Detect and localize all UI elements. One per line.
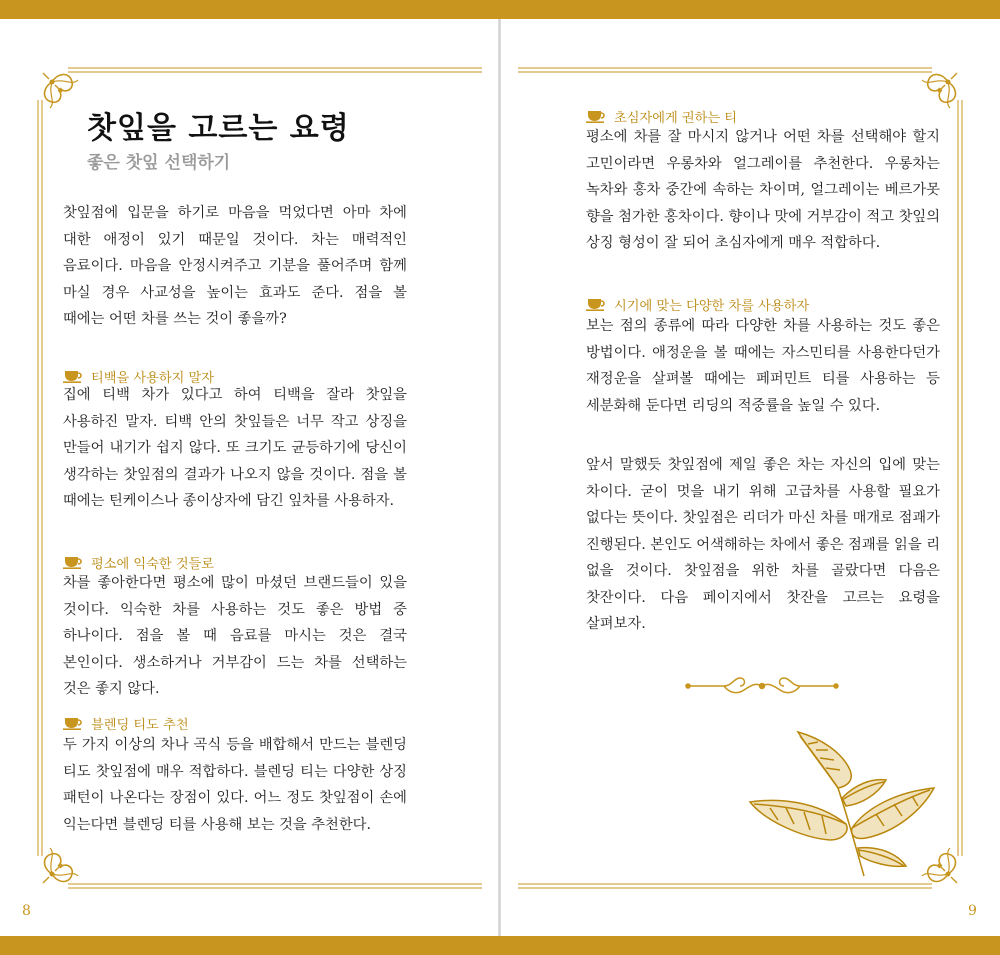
section-heading — [586, 294, 809, 314]
page-subtitle: 좋은 찻잎 선택하기 — [87, 153, 231, 173]
tea-leaf-illustration — [746, 728, 948, 878]
section-heading-text: 초심자에게 권하는 티 — [614, 110, 738, 126]
section-heading-text: 시기에 맞는 다양한 차를 사용하자 — [614, 298, 810, 314]
page-number-left: 8 — [22, 903, 31, 919]
swirl-divider-icon — [684, 672, 840, 700]
intro-paragraph: 찻잎점에 입문을 하기로 마음을 먹었다면 아마 차에 대한 애정이 있기 때문일 것이다. 차는 매력적인 음료이다. 마음을 안정시켜주고 기분을 풀어주며 함께 마실 경우 사교성을 높이는 효과도 준다. 점을 볼 때에는 어떤 차를 쓰는 것이 좋을까? — [63, 205, 407, 327]
page-number-right: 9 — [968, 903, 977, 919]
section-body: 보는 점의 종류에 따라 다양한 차를 사용하는 것도 좋은 방법이다. 애정운을 볼 때에는 자스민티를 사용한다던가 재정운을 살펴볼 때에는 페퍼민트 티를 사용하는 등 세분화해 둔다면 리딩의 적중률을 높일 수 있다. — [586, 318, 940, 414]
section-body: 차를 좋아한다면 평소에 많이 마셨던 브랜드들이 있을 것이다. 익숙한 차를 사용하는 것도 좋은 방법 중 하나이다. 점을 볼 때 음료를 마시는 것은 결국 본인이다. 생소하거나 거부감이 드는 차를 선택하는 것은 좋지 않다. — [63, 575, 407, 697]
section-body: 집에 티백 차가 있다고 하여 티백을 잘라 찻잎을 사용하진 말자. 티백 안의 찻잎들은 너무 작고 상징을 만들어 내기가 쉽지 않다. 또 크기도 균등하기에 당신이 생각하는 찻잎점의 결과가 나오지 않을 것이다. 점을 볼 때에는 틴케이스나 종이상자에 담긴 잎차를 사용하자. — [63, 387, 407, 509]
section-heading-text: 티백을 사용하지 말자 — [91, 370, 215, 386]
section-heading — [586, 106, 737, 126]
teacup-icon — [63, 555, 85, 569]
section-body: 평소에 차를 잘 마시지 않거나 어떤 차를 선택해야 할지 고민이라면 우롱차와 얼그레이를 추천한다. 우롱차는 녹차와 홍차 중간에 속하는 차이며, 얼그레이는 베르가못 향을 첨가한 홍차이다. 향이나 맛에 거부감이 적고 찻잎의 상징 형성이 잘 되어 초심자에게 매우 적합하다. — [586, 129, 941, 251]
teacup-icon — [63, 716, 85, 730]
section-body: 두 가지 이상의 차나 곡식 등을 배합해서 만드는 블렌딩 티도 찻잎점에 매우 적합하다. 블렌딩 티는 다양한 상징 패턴이 나온다는 장점이 있다. 어느 정도 찻잎점이 손에 익는다면 블렌딩 티를 사용해 보는 것을 추천한다. — [63, 737, 407, 833]
section-heading-text: 평소에 익숙한 것들로 — [91, 556, 215, 572]
teacup-icon — [63, 369, 85, 383]
section-heading — [63, 713, 189, 733]
section-heading — [63, 552, 214, 572]
section-heading-text: 블렌딩 티도 추천 — [91, 717, 189, 733]
teacup-icon — [586, 297, 608, 311]
closing-paragraph: 앞서 말했듯 찻잎점에 제일 좋은 차는 자신의 입에 맞는 차이다. 굳이 멋을 내기 위해 고급차를 사용할 필요가 없다는 뜻이다. 찻잎점은 리더가 마신 차를 매개로 점괘가 진행된다. 본인도 어색해하는 차에서 좋은 점괘를 읽을 리 없을 것이다. 찻잎점을 위한 차를 골랐다면 다음은 찻잔이다. 다음 페이지에서 찻잔을 고르는 요령을 살펴보자. — [586, 457, 941, 632]
page-title: 찻잎을 고르는 요령 — [87, 111, 350, 146]
teacup-icon — [586, 109, 608, 123]
